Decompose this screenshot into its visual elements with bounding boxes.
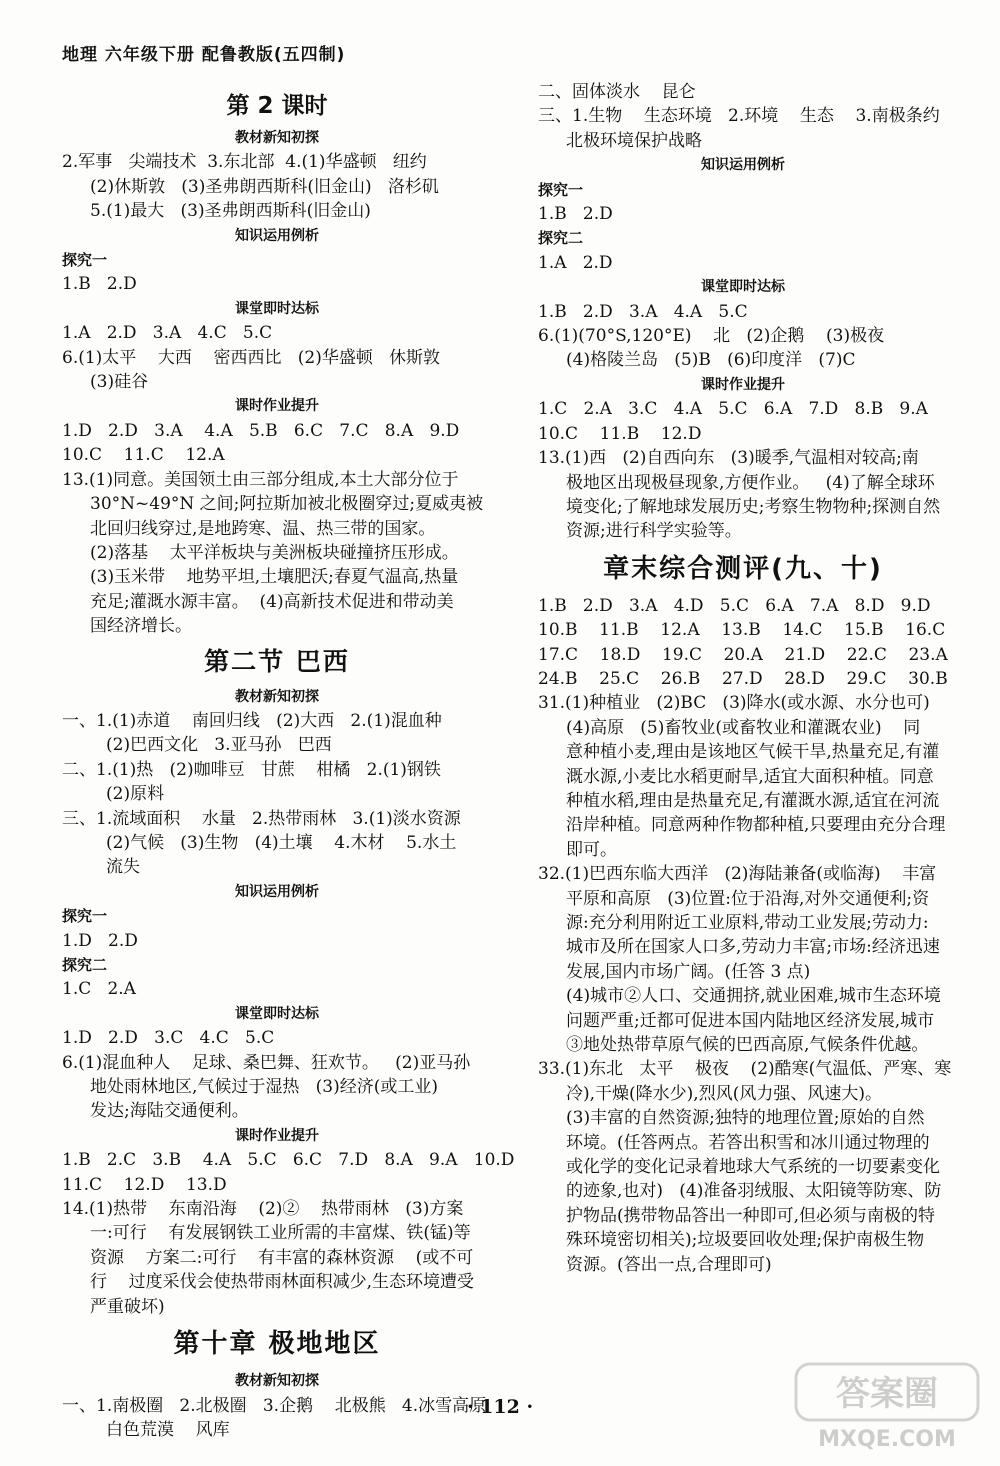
text-line: 三、1.流域面积 水量 2.热带雨林 3.(1)淡水资源 [62, 808, 461, 829]
text-line: 种植水稻,理由是热量充足,有灌溉水源,适宜在河流 [566, 790, 940, 811]
text-line: 平原和高原 (3)位置:位于沿海,对外交通便利;资 [566, 888, 930, 909]
text-line: 一、1.南极圈 2.北极圈 3.企鹅 北极熊 4.冰雪高原 [62, 1395, 487, 1416]
chapter-heading: 章末综合测评(九、十) [603, 553, 883, 584]
text-line: 境变化;了解地球发展历史;考察生物物种;探测自然 [566, 496, 941, 517]
text-line: 资源 方案二:可行 有丰富的森林资源 (或不可 [90, 1247, 474, 1268]
text-line: 环境。(任答两点。若答出积雪和冰川通过物理的 [566, 1132, 930, 1153]
subsection-heading: 知识运用例析 [701, 157, 785, 174]
text-line: 6.(1)(70°S,120°E) 北 (2)企鹅 (3)极夜 [538, 326, 885, 347]
text-line: 充足;灌溉水源丰富。 (4)高新技术促进和带动美 [90, 591, 454, 612]
subsection-heading: 教材新知初探 [235, 688, 319, 705]
text-line: 1.C 2.A 3.C 4.A 5.C 6.A 7.D 8.B 9.A [538, 399, 928, 420]
text-line: 1.B 2.C 3.B 4.A 5.C 6.C 7.D 8.A 9.A 10.D [62, 1150, 515, 1171]
watermark-url: MXQE.COM [818, 1427, 956, 1452]
right-column [538, 80, 952, 1277]
text-line: 1.B 2.D [62, 274, 137, 295]
text-line: 发展,国内市场广阔。(任答 3 点) [566, 961, 811, 982]
text-line: 城市及所在国家人口多,劳动力丰富;市场:经济迅速 [566, 937, 940, 958]
subsection-heading: 知识运用例析 [235, 883, 319, 900]
text-line: 1.D 2.D [62, 930, 138, 951]
text-line: (2)休斯敦 (3)圣弗朗西斯科(旧金山) 洛杉矶 [90, 176, 439, 197]
text-line: 30°N~49°N 之间;阿拉斯加被北极圈穿过;夏威夷被 [90, 494, 484, 515]
subsection-heading: 知识运用例析 [235, 227, 319, 244]
subsection-heading: 课堂即时达标 [701, 279, 785, 296]
text-line: 10.C 11.B 12.D [538, 423, 702, 444]
text-line: 13.(1)同意。美国领土由三部分组成,本土大部分位于 [62, 469, 459, 490]
text-line: 流失 [106, 857, 140, 878]
text-line: 1.A 2.D [538, 252, 613, 273]
text-line: 1.B 2.D 3.A 4.A 5.C [538, 301, 748, 322]
watermark-logo [792, 1360, 982, 1452]
text-line: 31.(1)种植业 (2)BC (3)降水(或水源、水分也可) [538, 693, 930, 714]
text-line: 地处雨林地区,气候过于湿热 (3)经济(或工业) [90, 1077, 438, 1098]
text-line: 17.C 18.D 19.C 20.A 21.D 22.C 23.A [538, 644, 948, 665]
text-line: 10.B 11.B 12.A 13.B 14.C 15.B 16.C [538, 620, 946, 641]
text-line: 二、1.(1)热 (2)咖啡豆 甘蔗 柑橘 2.(1)钢铁 [62, 759, 441, 780]
text-line: 二、固体淡水 昆仑 [538, 82, 696, 102]
text-line: 北回归线穿过,是地跨寒、温、热三带的国家。 [90, 518, 436, 539]
text-line: (2)气候 (3)生物 (4)土壤 4.木材 5.水土 [106, 832, 457, 853]
subsection-heading: 课时作业提升 [235, 398, 319, 415]
text-line: 2.军事 尖端技术 3.东北部 4.(1)华盛顿 纽约 [62, 152, 427, 173]
text-line: ③地处热带草原气候的巴西高原,气候条件优越。 [566, 1035, 929, 1056]
probe-label: 探究一 [538, 180, 584, 199]
text-line: 14.(1)热带 东南沿海 (2)② 热带雨林 (3)方案 [62, 1199, 464, 1220]
text-line: (4)高原 (5)畜牧业(或畜牧业和灌溉农业) 同 [566, 717, 921, 738]
text-line: 10.C 11.C 12.A [62, 445, 225, 466]
text-line: 国经济增长。 [90, 616, 192, 637]
text-line: 护物品(携带物品答出一种即可,但必须与南极的特 [566, 1205, 936, 1226]
subsection-heading: 课时作业提升 [701, 376, 785, 393]
text-line: 一:可行 有发展钢铁工业所需的丰富煤、铁(锰)等 [90, 1223, 471, 1244]
text-line: 三、1.生物 生态环境 2.环境 生态 3.南极条约 [538, 106, 940, 127]
text-line: 严重破坏) [90, 1296, 165, 1317]
text-line: 1.D 2.D 3.C 4.C 5.C [62, 1028, 275, 1049]
subsection-heading: 课堂即时达标 [235, 1005, 319, 1022]
text-line: (4)格陵兰岛 (5)B (6)印度洋 (7)C [566, 350, 856, 371]
text-line: 溉水源,小麦比水稻更耐旱,适宜大面积种植。同意 [566, 766, 934, 787]
probe-label: 探究一 [62, 251, 108, 270]
watermark-text: 答案圈 [836, 1374, 938, 1414]
text-line: 1.D 2.D 3.A 4.A 5.B 6.C 7.C 8.A 9.D [62, 420, 460, 441]
text-line: 意种植小麦,理由是该地区气候干旱,热量充足,有灌 [566, 742, 940, 763]
text-line: 冷),干燥(降水少),烈风(风力强、风速大)。 [566, 1083, 882, 1104]
chapter-heading: 第十章 极地地区 [173, 1329, 381, 1360]
text-line: 沿岸种植。同意两种作物都种植,只要理由充分合理 [566, 815, 946, 836]
text-line: 24.B 25.C 26.B 27.D 28.D 29.C 30.B [538, 668, 948, 689]
text-line: 问题严重;迁都可促进本国内陆地区经济发展,城市 [566, 1010, 935, 1031]
text-line: (3)硅谷 [90, 372, 149, 393]
text-line: 殊环境密切相关);垃圾要回收处理;保护南极生物 [566, 1230, 925, 1251]
text-line: 极地区出现极昼现象,方便作业。 (4)了解全球环 [566, 472, 935, 493]
text-line: 白色荒漠 风库 [106, 1419, 230, 1440]
text-line: (4)城市②人口、交通拥挤,就业困难,城市生态环境 [566, 986, 941, 1007]
section-heading: 第二节 巴西 [204, 646, 350, 676]
text-line: 一、1.(1)赤道 南回归线 (2)大西 2.(1)混血种 [62, 710, 442, 731]
lesson-heading: 第 2 课时 [226, 93, 328, 119]
text-line: 源:充分利用附近工业原料,带动工业发展;劳动力: [566, 913, 929, 933]
text-line: (2)巴西文化 3.亚马孙 巴西 [106, 735, 332, 756]
text-line: 北极环境保护战略 [566, 130, 702, 151]
text-line: 的迹象,也对) (4)准备羽绒服、太阳镜等防寒、防 [566, 1181, 942, 1202]
text-line: 6.(1)混血种人 足球、桑巴舞、狂欢节。 (2)亚马孙 [62, 1052, 471, 1073]
text-line: 32.(1)巴西东临大西洋 (2)海陆兼备(或临海) 丰富 [538, 864, 937, 885]
page-number: · 112 · [466, 1396, 534, 1418]
text-line: 或化学的变化记录着地球大气系统的一切要素变化 [566, 1157, 940, 1178]
text-line: (3)玉米带 地势平坦,土壤肥沃;春夏气温高,热量 [90, 567, 459, 588]
probe-label: 探究一 [62, 907, 108, 926]
subsection-heading: 教材新知初探 [235, 1373, 319, 1390]
text-line: 资源;进行科学实验等。 [566, 521, 742, 542]
subsection-heading: 教材新知初探 [235, 130, 319, 146]
text-line: 1.C 2.A [62, 979, 136, 1000]
subsection-heading: 课时作业提升 [235, 1127, 319, 1144]
text-line: 1.A 2.D 3.A 4.C 5.C [62, 323, 273, 344]
text-line: 33.(1)东北 太平 极夜 (2)酷寒(气温低、严寒、寒 [538, 1059, 952, 1080]
text-line: 1.B 2.D [538, 204, 613, 225]
text-line: 13.(1)西 (2)自西向东 (3)暖季,气温相对较高;南 [538, 448, 919, 469]
subsection-heading: 课堂即时达标 [235, 300, 319, 317]
text-line: 发达;海陆交通便利。 [90, 1101, 249, 1122]
text-line: 6.(1)太平 大西 密西西比 (2)华盛顿 休斯敦 [62, 347, 441, 368]
text-line: 行 过度采伐会使热带雨林面积减少,生态环境遭受 [90, 1272, 475, 1293]
text-line: (3)丰富的自然资源;独特的地理位置;原始的自然 [566, 1108, 925, 1129]
text-line: (2)落基 太平洋板块与美洲板块碰撞挤压形成。 [90, 542, 459, 563]
probe-label: 探究二 [538, 229, 584, 248]
text-line: 5.(1)最大 (3)圣弗朗西斯科(旧金山) [90, 201, 371, 222]
text-line: 即可。 [566, 839, 617, 860]
text-line: 11.C 12.D 13.D [62, 1174, 227, 1195]
text-line: (2)原料 [106, 784, 165, 805]
probe-label: 探究二 [62, 956, 108, 974]
text-line: 资源。(答出一点,合理即可) [566, 1254, 772, 1275]
page-header: 地理 六年级下册 配鲁教版(五四制) [62, 45, 346, 65]
text-line: 1.B 2.D 3.A 4.D 5.C 6.A 7.A 8.D 9.D [538, 595, 931, 616]
